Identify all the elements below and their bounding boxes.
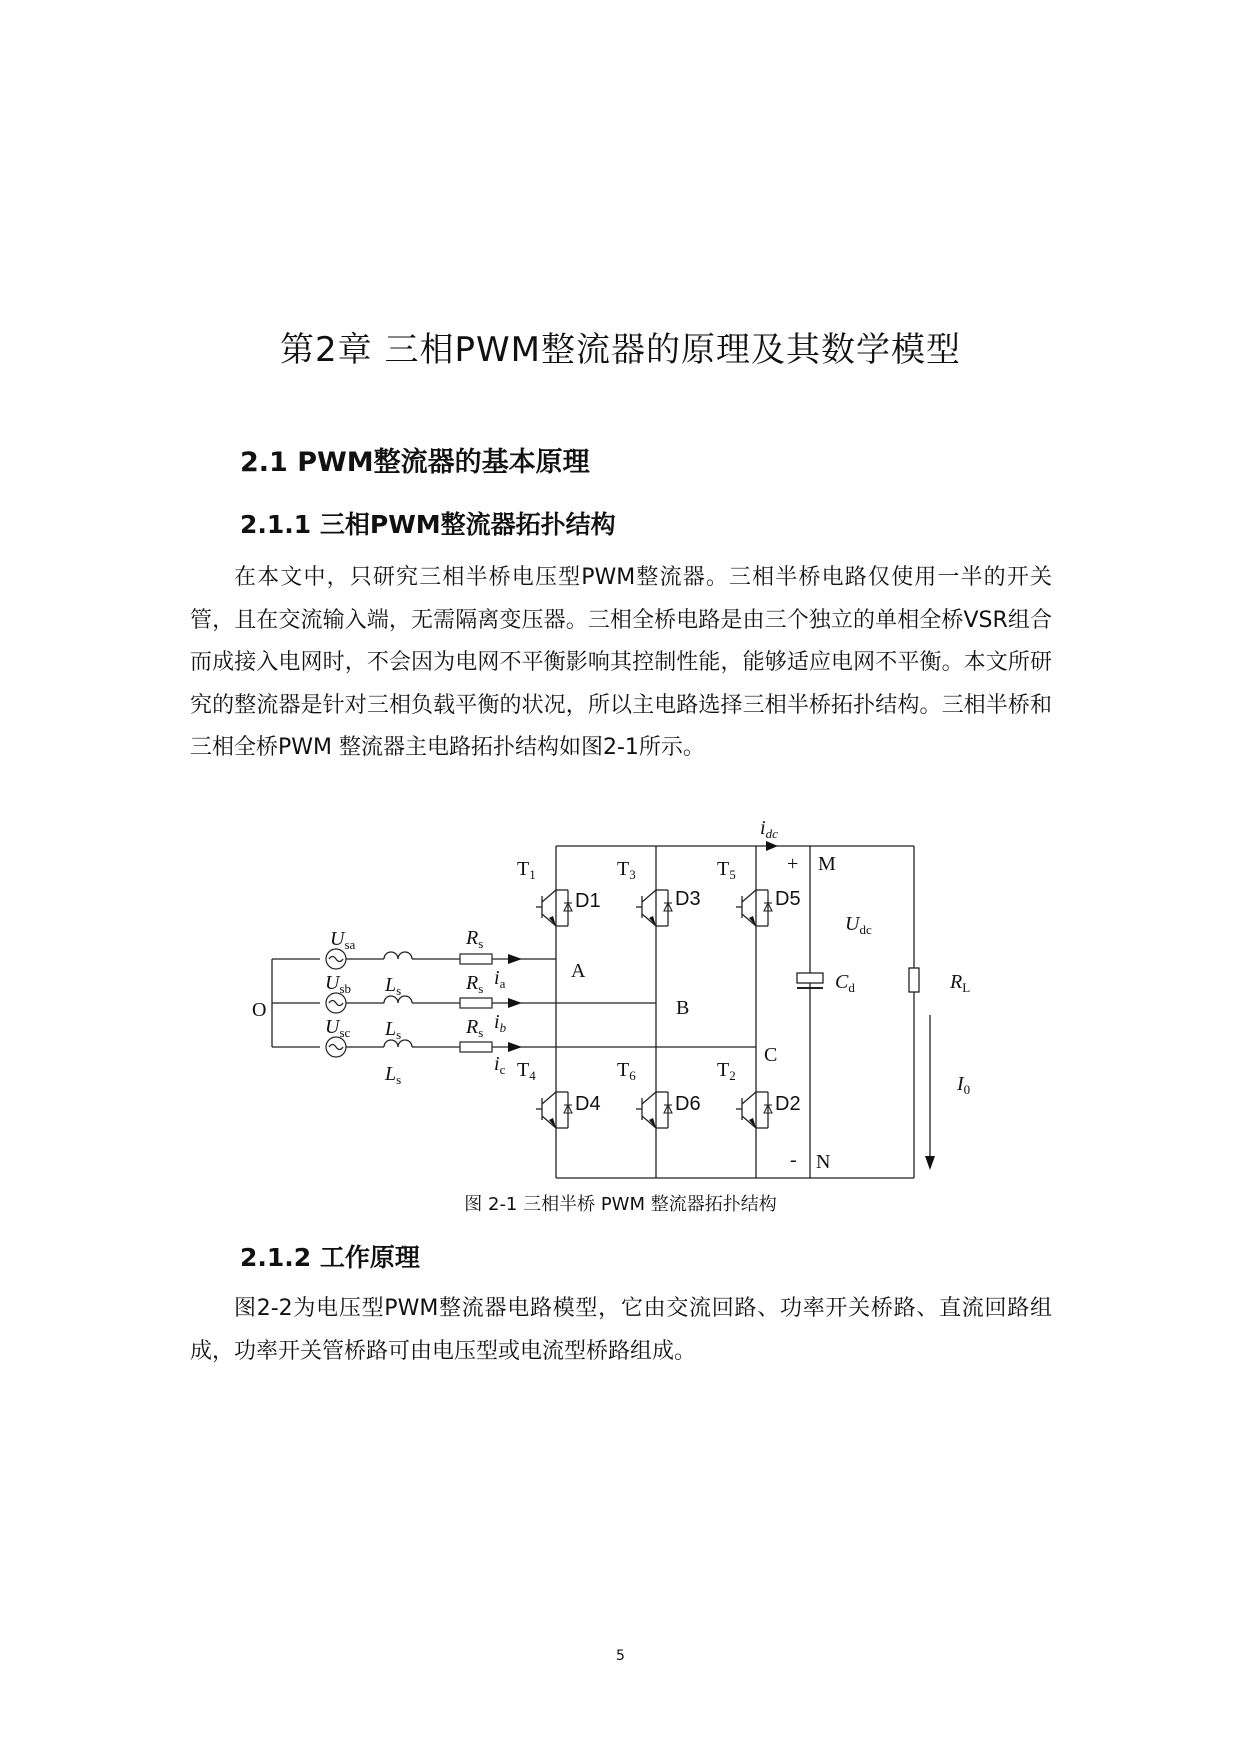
circuit-diagram (0, 810, 1241, 1190)
label-rs-1: $R_s$ (466, 927, 484, 951)
load-resistor-rl (909, 968, 919, 992)
switch-t2 (736, 1092, 772, 1128)
paragraph-topology: 在本文中，只研究三相半桥电压型PWM整流器。三相半桥电路仅使用一半的开关管，且在交流输入端，无需隔离变压器。三相全桥电路是由三个独立的单相全桥VSR组合而成接入电网时，不会因为电网不平衡影响其控制性能，能够适应电网不平衡。本文所研究的整流器是针对三相负载平衡的状况，所以主电路选择三相半桥拓扑结构。三相半桥和三相全桥PWM 整流器主电路拓扑结构如图2-1所示。 (190, 565, 1052, 760)
label-d5: D5 (775, 888, 801, 910)
label-t4: $T_4$ (517, 1059, 536, 1083)
label-usb: $U_{sb}$ (325, 972, 352, 996)
label-t1: $T_1$ (517, 858, 536, 882)
switch-t3 (636, 890, 672, 926)
label-node-o: O (252, 999, 267, 1021)
switch-t6 (636, 1092, 672, 1128)
label-m: M (818, 853, 836, 875)
label-t3: $T_3$ (617, 858, 636, 882)
paragraph-working-principle: 图2-2为电压型PWM整流器电路模型，它由交流回路、功率开关桥路、直流回路组成，功率开关管桥路可由电压型或电流型桥路组成。 (190, 1296, 1052, 1364)
label-n: N (816, 1151, 831, 1173)
chapter-title: 第2章 三相PWM整流器的原理及其数学模型 (280, 330, 961, 370)
label-node-b: B (676, 997, 690, 1019)
label-d4: D4 (575, 1093, 601, 1115)
label-ib: $i_b$ (494, 1011, 507, 1035)
switch-t5 (736, 890, 772, 926)
label-d6: D6 (675, 1093, 701, 1115)
capacitor-cd (797, 973, 823, 983)
label-usa: $U_{sa}$ (330, 928, 356, 952)
label-node-c: C (764, 1044, 778, 1066)
label-usc: $U_{sc}$ (325, 1016, 351, 1040)
page-number: 5 (616, 1648, 625, 1664)
label-minus: - (790, 1149, 797, 1171)
label-idc: $i_{dc}$ (760, 817, 778, 841)
section-heading-2-1: 2.1 PWM整流器的基本原理 (240, 447, 590, 478)
section-heading-2-1-1: 2.1.1 三相PWM整流器拓扑结构 (240, 510, 616, 539)
label-d1: D1 (575, 890, 601, 912)
label-ls-2: $L_s$ (385, 1018, 402, 1042)
switch-t4 (536, 1092, 572, 1128)
label-ls-3: $L_s$ (385, 1063, 402, 1087)
label-i0: $I_0$ (957, 1073, 971, 1097)
label-t6: $T_6$ (617, 1059, 636, 1083)
label-rs-3: $R_s$ (466, 1016, 484, 1040)
label-d2: D2 (775, 1093, 801, 1115)
switch-t1 (536, 890, 572, 926)
label-rl: $R_L$ (950, 971, 971, 995)
figure-caption: 图 2-1 三相半桥 PWM 整流器拓扑结构 (464, 1194, 777, 1215)
label-cd: $C_d$ (835, 971, 855, 995)
label-plus: + (787, 853, 799, 875)
label-ia: $i_a$ (494, 967, 506, 991)
label-t2: $T_2$ (717, 1059, 736, 1083)
label-rs-2: $R_s$ (466, 972, 484, 996)
label-t5: $T_5$ (717, 858, 736, 882)
label-ic: $i_c$ (494, 1053, 506, 1077)
label-d3: D3 (675, 888, 701, 910)
label-udc: $U_{dc}$ (845, 913, 872, 937)
label-ls-1: $L_s$ (385, 974, 402, 998)
section-heading-2-1-2: 2.1.2 工作原理 (240, 1243, 420, 1272)
label-node-a: A (571, 960, 586, 982)
